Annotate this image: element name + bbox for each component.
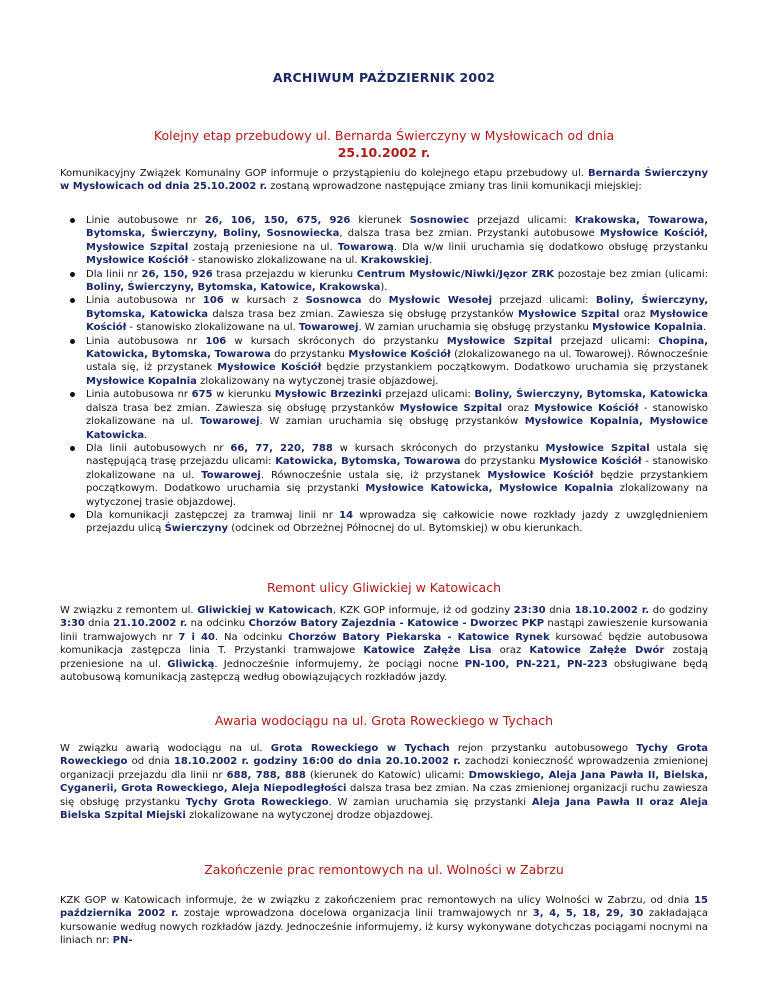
- section-intro-paragraph: Komunikacyjny Związek Komunalny GOP informuje o przystąpieniu do kolejnego etapu przebudowy ul. Bernarda Świerczyny w Mysłowicach od dnia 25.10.2002 r. zostaną wprowadzone następujące zmiany tras linii komunikacji miejskiej:: [60, 168, 709, 193]
- section-heading-line: Kolejny etap przebudowy ul. Bernarda Świerczyny w Mysłowicach od dnia: [153, 128, 615, 143]
- list-item: Linia autobusowa nr 106 w kursach skróconych do przystanku Mysłowice Szpital przejazd ulicami: Chopina, Katowicka, Bytomska, Towarowa do przystanku Mysłowice Kościół (zlokalizowanego na ul. Towarowej). Równocześnie ustala się, iż przystanek Mysłowice Kościół będzie przystankiem początkowym. Dodatkowo uruchamia się przystanek Mysłowice Kopalnia zlokalizowany na wytyczonej trasie objazdowej.: [86, 335, 709, 387]
- list-item: Dla komunikacji zastępczej za tramwaj linii nr 14 wprowadza się całkowicie nowe rozkłady jazdy z uwzględnieniem przejazdu ulicą Świerczyny (odcinek od Obrzeżnej Północnej do ul. Bytomskiej) w obu kierunkach.: [86, 509, 708, 535]
- page-title: ARCHIWUM PAŹDZIERNIK 2002: [272, 70, 496, 85]
- section-heading-grota-roweckiego: Awaria wodociągu na ul. Grota Roweckiego w Tychach: [214, 713, 554, 728]
- list-item: Linia autobusowa nr 675 w kierunku Mysłowic Brzezinki przejazd ulicami: Boliny, Świerczyny, Bytomska, Katowicka dalsza trasa bez zmian. Zawiesza się obsługę przystanków Mysłowice Szpital oraz Mysłowice Kościół - stanowisko zlokalizowane na ul. Towarowej. W zamian uruchamia się obsługę przystanków Mysłowice Kopalnia, Mysłowice Katowicka.: [86, 389, 709, 441]
- list-item: Linia autobusowa nr 106 w kursach z Sosnowca do Mysłowic Wesołej przejazd ulicami: Boliny, Świerczyny, Bytomska, Katowicka dalsza trasa bez zmian. Zawiesza się obsługę przystanków Mysłowice Szpital oraz Mysłowice Kościół - stanowisko zlokalizowane na ul. Towarowej. W zamian uruchamia się obsługę przystanku Mysłowice Kopalnia.: [86, 295, 709, 334]
- section-heading-gliwicka: Remont ulicy Gliwickiej w Katowicach: [266, 580, 501, 595]
- section-body-paragraph: W związku awarią wodociągu na ul. Grota Roweckiego w Tychach rejon przystanku autobusowego Tychy Grota Roweckiego od dnia 18.10.2002 r. godziny 16:00 do dnia 20.10.2002 r. zachodzi konieczność wprowadzenia zmienionej organizacji przejazdu dla linii nr 688, 788, 888 (kierunek do Katowic) ulicami: Dmowskiego, Aleja Jana Pawła II, Bielska, Cyganerii, Grota Roweckiego, Aleja Niepodległości dalsza trasa bez zmian. Na czas zmienionej organizacji ruchu zawiesza się obsługę przystanku Tychy Grota Roweckiego. W zamian uruchamia się przystanki Aleja Jana Pawła II oraz Aleja Bielska Szpital Miejski zlokalizowane na wytyczonej drodze objazdowej.: [60, 743, 709, 822]
- route-changes-list: [60, 214, 708, 536]
- list-item: Dla linii autobusowych nr 66, 77, 220, 788 w kursach skróconych do przystanku Mysłowice Szpital ustala się następującą trasę przejazdu ulicami: Katowicka, Bytomska, Towarowa do przystanku Mysłowice Kościół - stanowisko zlokalizowane na ul. Towarowej. Równocześnie ustala się, iż przystanek Mysłowice Kościół będzie przystankiem początkowym. Dodatkowo uruchamia się przystanki Mysłowice Katowicka, Mysłowice Kopalnia zlokalizowany na wytyczonej trasie objazdowej.: [86, 442, 709, 508]
- section-body-paragraph: W związku z remontem ul. Gliwickiej w Katowicach, KZK GOP informuje, iż od godziny 23:30 dnia 18.10.2002 r. do godziny 3:30 dnia 21.10.2002 r. na odcinku Chorzów Batory Zajezdnia - Katowice - Dworzec PKP nastąpi zawieszenie kursowania linii tramwajowych nr 7 i 40. Na odcinku Chorzów Batory Piekarska - Katowice Rynek kursować będzie autobusowa komunikacja zastępcza linia T. Przystanki tramwajowe Katowice Załęże Lisa oraz Katowice Załęże Dwór zostają przeniesione na ul. Gliwicką. Jednocześnie informujemy, że pociągi nocne PN-100, PN-221, PN-223 obsługiwane będą autobusową komunikacją zastępczą według obowiązujących rozkładów jazdy.: [60, 605, 709, 684]
- section-heading-date: 25.10.2002 r.: [337, 145, 431, 160]
- section-heading-wolnosci: Zakończenie prac remontowych na ul. Wolności w Zabrzu: [204, 862, 564, 877]
- section-body-paragraph: KZK GOP w Katowicach informuje, że w związku z zakończeniem prac remontowych na ulicy Wolności w Zabrzu, od dnia 15 października 2002 r. zostaje wprowadzona docelowa organizacja linii tramwajowych nr 3, 4, 5, 18, 29, 30 zakładająca kursowanie według nowych rozkładów jazdy. Jednocześnie informujemy, iż kursy wykonywane dotychczas pociągami nocnymi na liniach nr: PN-: [60, 895, 708, 947]
- list-item: Dla linii nr 26, 150, 926 trasa przejazdu w kierunku Centrum Mysłowic/Niwki/Jęzor ZRK pozostaje bez zmian (ulicami: Boliny, Świerczyny, Bytomska, Katowice, Krakowska).: [86, 268, 709, 294]
- list-item: Linie autobusowe nr 26, 106, 150, 675, 926 kierunek Sosnowiec przejazd ulicami: Krakowska, Towarowa, Bytomska, Świerczyny, Boliny, Sosnowiecka, dalsza trasa bez zmian. Przystanki autobusowe Mysłowice Kościół, Mysłowice Szpital zostają przeniesione na ul. Towarową. Dla w/w linii uruchamia się dodatkowo obsługę przystanku Mysłowice Kościół - stanowisko zlokalizowane na ul. Krakowskiej.: [86, 215, 709, 267]
- section-heading-swierczyny: [40, 127, 728, 161]
